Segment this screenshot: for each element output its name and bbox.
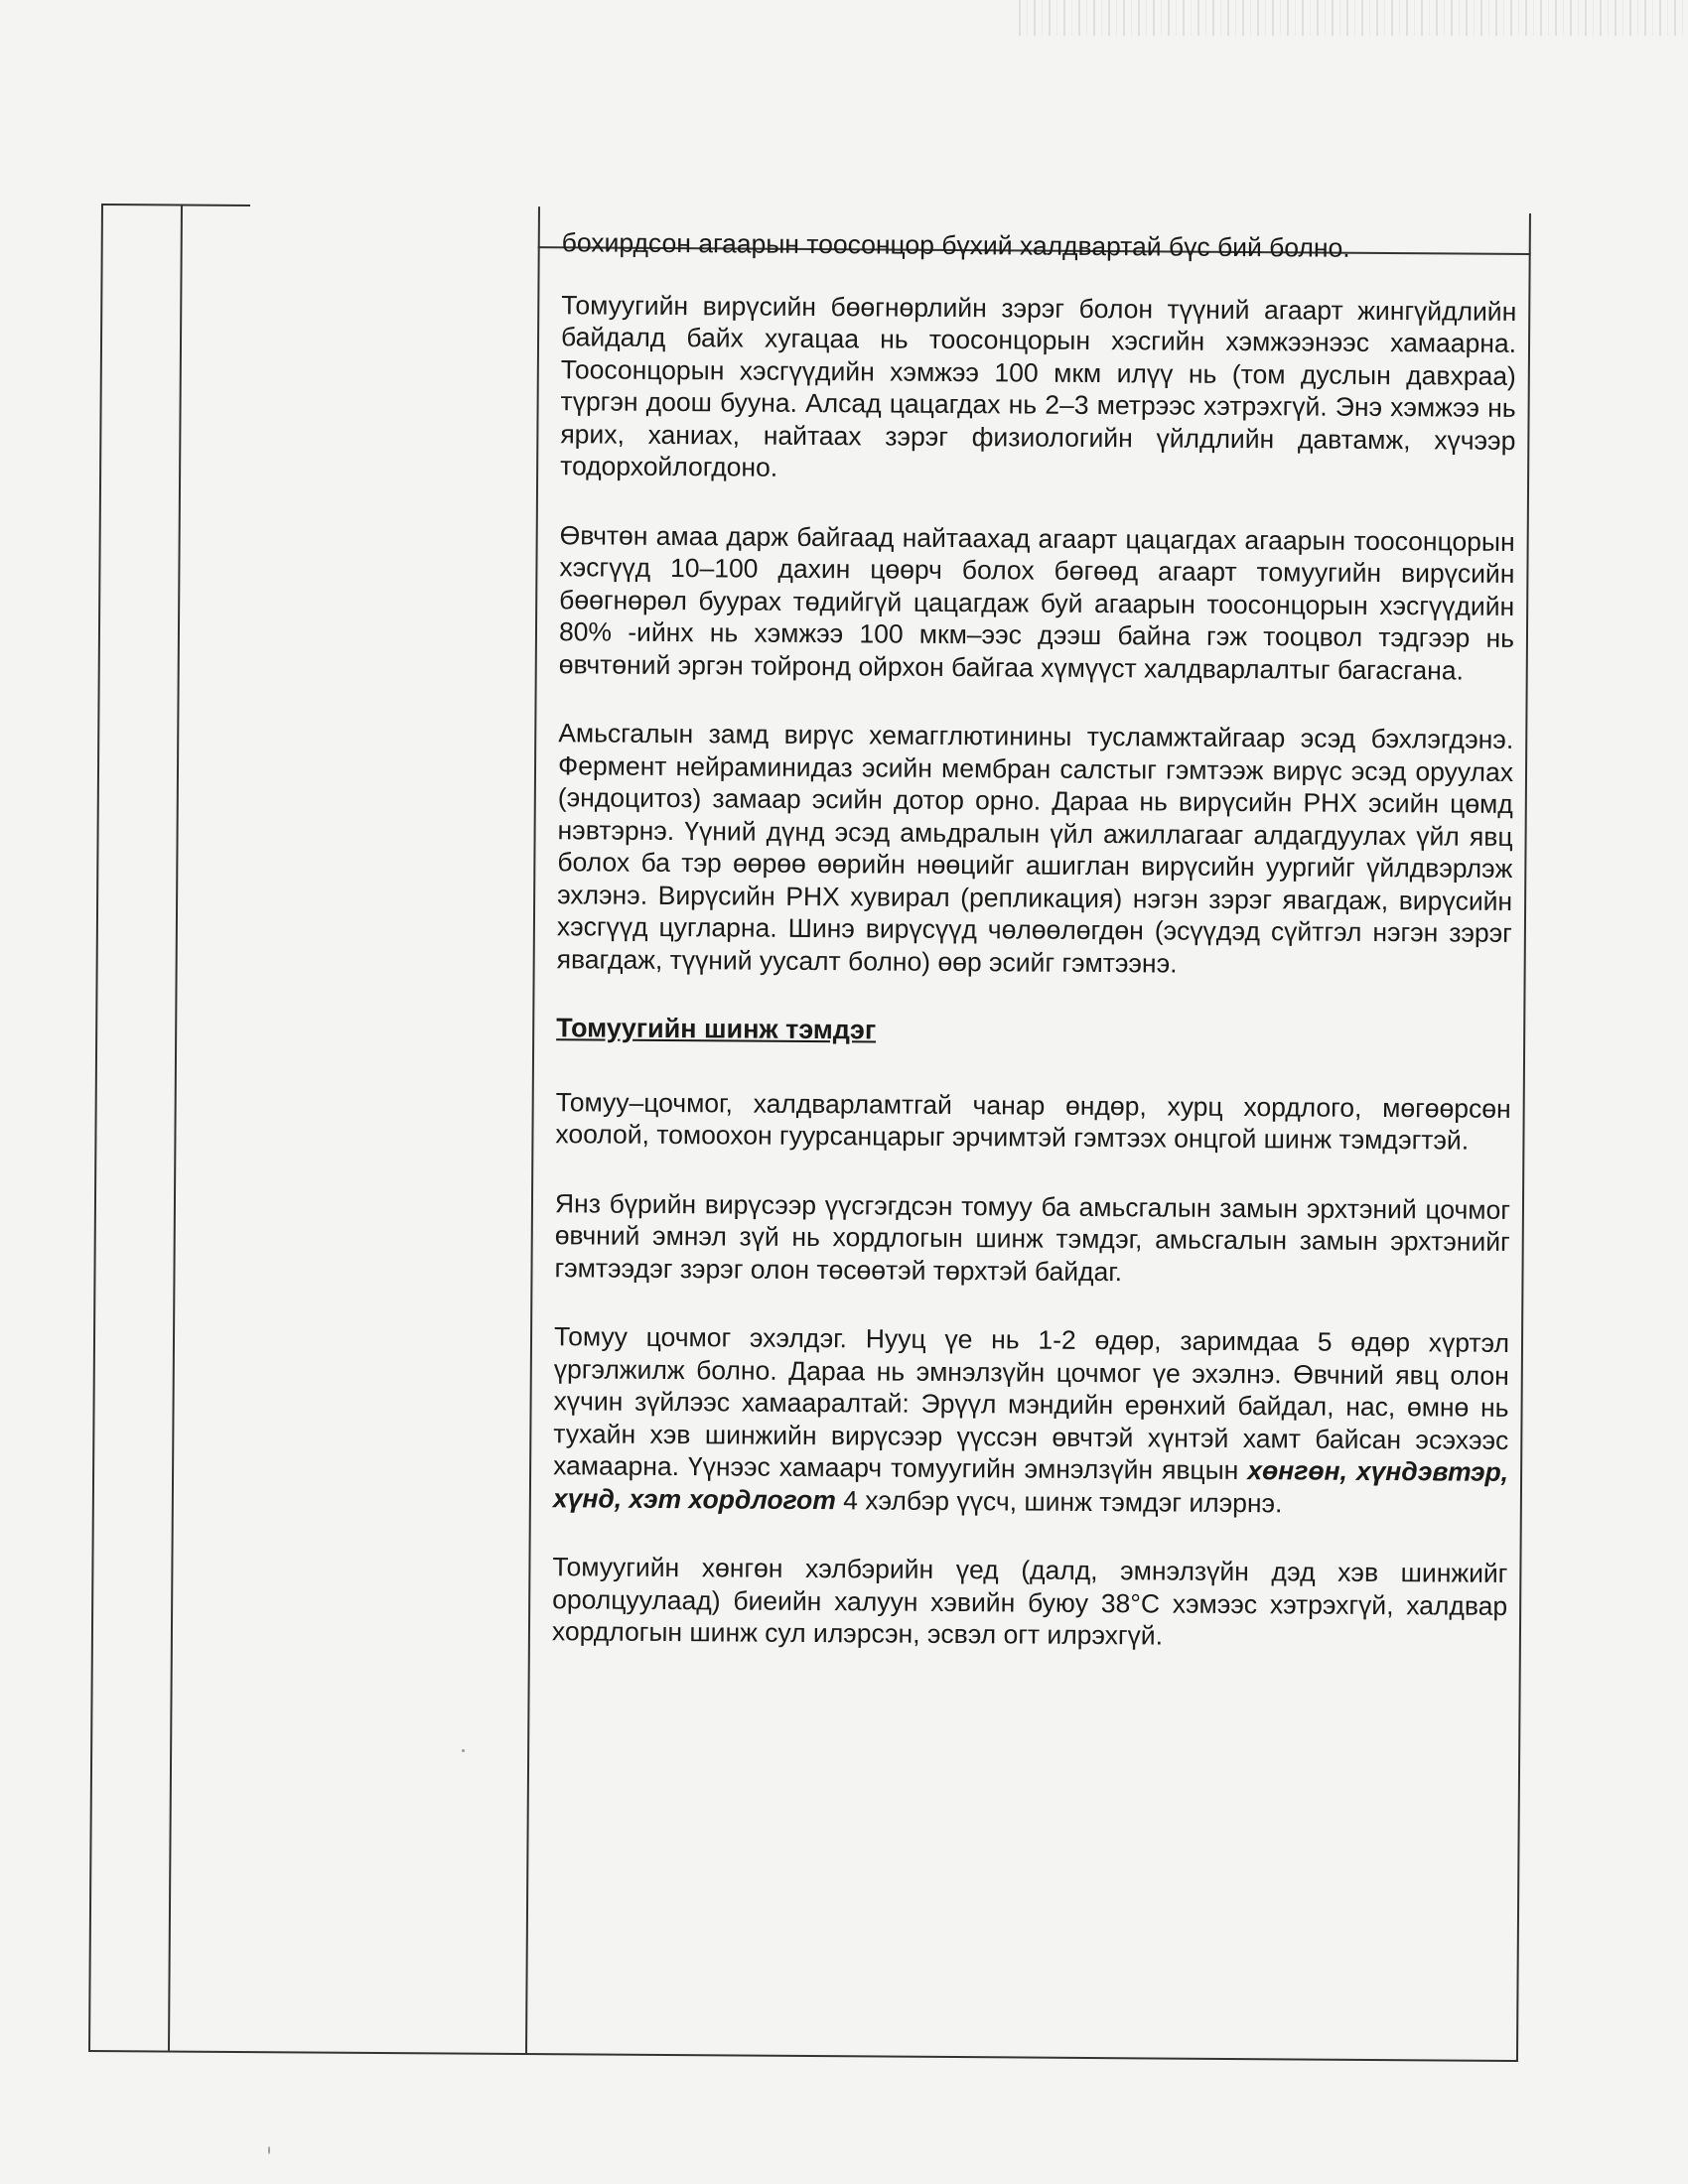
section-heading: Томуугийн шинж тэмдэг	[556, 1013, 877, 1045]
paragraph: Өвчтөн амаа дарж байгаад найтаахад агаарт цацагдах агаарын тоосонцорын хэсгүүд 10–100 дахин цөөрч болох бөгөөд агаарт томуугийн вирүсийн бөөгнөрөл буурах төдийгүй цацагдаж буй агаарын тоосонцорын хэсгүүдийн 80% -ийнх нь хэмжээ 100 мкм–ээс дээш байна гэж тооцвол тэдгээр нь өвчтөний эргэн тойронд ойрхон байгаа хүмүүст халдварлалтыг багасгана.	[558, 519, 1515, 686]
paragraph: бохирдсон агаарын тоосонцор бүхий халдвартай бүс бий болно.	[561, 227, 1350, 263]
paragraph: Янз бүрийн вирүсээр үүсгэгдсэн томуу ба амьсгалын замын эрхтэний цочмог өвчний эмнэл зүй нь хордлогын шинж тэмдэг, амьсгалын замын эрхтэнийг гэмтээдэг зэрэг олон төсөөтэй төрхтэй байдаг.	[554, 1187, 1511, 1287]
scan-speck	[268, 2146, 270, 2154]
table-border-top	[101, 204, 250, 206]
content-cell	[552, 226, 1517, 1691]
paragraph-text: 4 хэлбэр үүсч, шинж тэмдэг илэрнэ.	[843, 1484, 1283, 1518]
table-border-left	[88, 204, 103, 2052]
document-table	[88, 204, 1531, 2062]
column-divider-2	[525, 206, 540, 2055]
paragraph: Томуу–цочмог, халдварламтгай чанар өндөр, хурц хордлого, мөгөөрсөн хоолой, томоохон гуурсанцарыг эрчимтэй гэмтээх онцгой шинж тэмдэгтэй.	[555, 1086, 1511, 1156]
paragraph-text: Томуу цочмог эхэлдэг. Нууц үе нь 1-2 өдөр, заримдаа 5 өдөр хүртэл үргэлжилж болно. Дараа нь эмнэлзүйн цочмог үе эхэлнэ. Өвчний явц олон хүчин зүйлээс хамааралтай: Эрүүл мэндийн ерөнхий байдал, нас, өмнө нь тухайн хэв шинжийн вирүсээр үүссэн өвчтэй хүнтэй хамт байсан эсэхээс хамаарна. Үүнээс хамаарч томуугийн эмнэлзүйн явцын	[553, 1321, 1510, 1486]
paragraph-forms	[553, 1320, 1509, 1521]
emphasized-forms: хөнгөн, хүндэвтэр, хүнд, хэт хордлогот	[552, 1455, 1509, 1515]
table-border-bottom	[88, 2050, 1518, 2062]
table-border-right	[1516, 213, 1531, 2062]
scan-artifact	[1013, 0, 1688, 36]
paragraph: Томуугийн хөнгөн хэлбэрийн үед (далд, эмнэлзүйн дэд хэв шинжийг оролцуулаад) биеийн халуун хэвийн буюу 38°С хэмээс хэтрэхгүй, халдвар хордлогын шинж сул илэрсэн, эсвэл огт илрэхгүй.	[551, 1552, 1508, 1651]
column-divider-1	[168, 205, 183, 2053]
paragraph: Томуугийн вирүсийн бөөгнөрлийн зэрэг болон түүний агаарт жингүйдлийн байдалд байх хугацаа нь тоосонцорын хэсгийн хэмжээнээс хамаарна. Тоосонцорын хэсгүүдийн хэмжээ 100 мкм илүү нь (том дуслын давхраа) түргэн доош бууна. Алсад цацагдах нь 2–3 метрээс хэтрэхгүй. Энэ хэмжээ нь ярих, ханиах, найтаах зэрэг физиологийн үйлдлийн давтамж, хүчээр тодорхойлогдоно.	[560, 289, 1517, 482]
scan-speck	[462, 1749, 465, 1752]
paragraph: Амьсгалын замд вирүс хемагглютинины тусламжтайгаар эсэд бэхлэгдэнэ. Фермент нейраминидаз эсийн мембран салстыг гэмтээж вирүс эсэд оруулах (эндоцитоз) замаар эсийн дотор орно. Дараа нь вирүсийн РНХ эсийн цөмд нэвтэрнэ. Үүний дүнд эсэд амьдралын үйл ажиллагааг алдагдуулах үйл явц болох ба тэр өөрөө өөрийн нөөцийг ашиглан вирүсийн уургийг үйлдвэрлэж эхлэнэ. Вирүсийн РНХ хувирал (репликация) нэгэн зэрэг явагдаж, вирүсийн хэсгүүд цугларна. Шинэ вирүсүүд чөлөөлөгдөн (эсүүдэд сүйтгэл нэгэн зэрэг явагдаж, түүний уусалт болно) өөр эсийг гэмтээнэ.	[556, 718, 1514, 979]
